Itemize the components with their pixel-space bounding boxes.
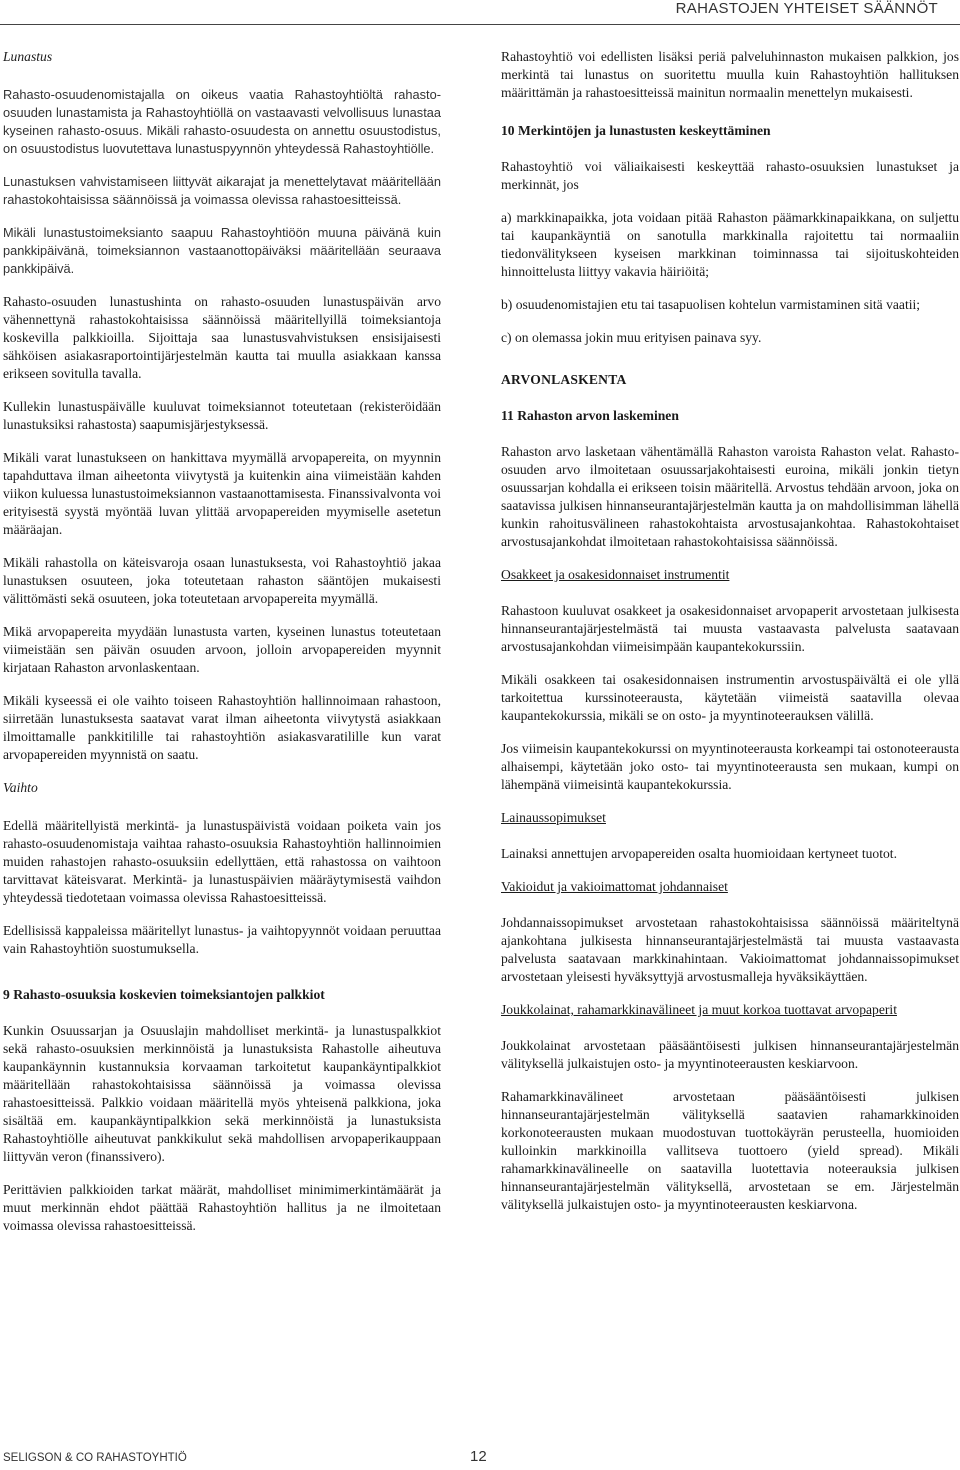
paragraph: Joukkolainat arvostetaan pääsääntöisesti julkisen hinnanseurantajärjestelmän välityksellä julkaistujen osto- ja myyntinoteerausten keskiarvoon. [501, 1038, 959, 1071]
paragraph: Jos viimeisin kaupantekokurssi on myyntinoteerausta korkeampi tai ostonoteerausta alhaisempi, käytetään joko osto- tai myyntinoteerausta sen mukaan, kumpi on lähempänä viimeisintä kaupantekokurssia. [501, 741, 959, 792]
paragraph: Mikä arvopapereita myydään lunastusta varten, kyseinen lunastus toteutetaan viimeistään sen päivän osuuden arvoon, jolloin arvopapereiden myynnit kirjataan Rahaston arvonlaskentaan. [3, 624, 441, 675]
document-header-title: RAHASTOJEN YHTEISET SÄÄNNÖT [675, 0, 938, 17]
paragraph: Kullekin lunastuspäivälle kuuluvat toimeksiannot toteutetaan (rekisteröidään lunastuksiksi rahastosta) saapumisjärjestyksessä. [3, 399, 441, 432]
paragraph: Rahasto-osuuden lunastushinta on rahasto-osuuden lunastuspäivän arvo vähennettynä rahastokohtaisissa säännöissä määritellyillä toimeksiantoja koskevilla palkkioilla. Sijoittaja saa lunastusvahvistuksen ensisijaisesti sähköisen asiakasraportointijärjestelmän kautta tai muulla asiakkaan kanssa erikseen sovitulla tavalla. [3, 294, 441, 381]
paragraph: Edellisissä kappaleissa määritellyt lunastus- ja vaihtopyynnöt voidaan peruuttaa vain Rahastoyhtiön suostumuksella. [3, 923, 441, 956]
paragraph: Rahasto-osuudenomistajalla on oikeus vaatia Rahastoyhtiöltä rahasto-osuuden lunastamista ja Rahastoyhtiöllä on vastaavasti velvollisuus lunastaa kyseinen rahasto-osuus. Mikäli rahasto-osuudesta on annettu osuustodistus, on osuustodistus luovutettava lunastuspyynnön yhteydessä Rahastoyhtiölle. [3, 87, 441, 156]
osakkeet-heading: Osakkeet ja osakesidonnaiset instrumentit [501, 567, 730, 582]
vaihto-heading: Vaihto [3, 780, 38, 795]
paragraph: Kunkin Osuussarjan ja Osuuslajin mahdolliset merkintä- ja lunastuspalkkiot sekä rahasto-osuuksien merkinnöistä ja lunastuksista Rahastolle aiheutuva kaupankäynnin kustannuksia korvaaman tarkoitetut kaupankäyntipalkkiot määritellään rahastokohtaisissa säännöissä ja voimassa olevissa rahastoesitteissä. Palkkio voidaan määritellä myös yhteisenä palkkiona, joka sisältää em. kaupankäyntipalkkion sekä merkinnöistä ja lunastuksista Rahastoyhtiölle aiheutuvat pankkikulut sekä mahdollisen arvopaperikauppaan liittyvän veron (finanssivero). [3, 1023, 441, 1164]
footer-company: SELIGSON & CO RAHASTOYHTIÖ [3, 1452, 187, 1464]
page-number: 12 [470, 1448, 487, 1465]
paragraph: Mikäli varat lunastukseen on hankittava myymällä arvopapereita, on myynnin tapahduttava ilman aiheetonta viivytystä ja kuitenkin aina viimeistään kahden viikon kuluessa lunastustoimeksiannon vastaanottamisesta. Finanssivalvonta voi erityisestä syystä myöntää luvan ylittää arvopapereiden myymiselle asetetun määräajan. [3, 450, 441, 537]
paragraph: Rahastoon kuuluvat osakkeet ja osakesidonnaiset arvopaperit arvostetaan julkisesta hinnanseurantajärjestelmästä tai muusta vastaavasta palvelusta saatavaan arvostusajankohdan viimeisimpään kaupantekokurssiin. [501, 603, 959, 654]
paragraph: Rahamarkkinavälineet arvostetaan pääsääntöisesti julkisen hinnanseurantajärjestelmän välityksellä saatavien rahamarkkinoiden korkonoteerausten mukaan muodostuvan tuottokäyrän perusteella, huomioiden kulloinkin markkinoilla vallitseva tuottoero (yield spread). Mikäli rahamarkkinavälineelle on saatavilla luotettavia noteerauksia julkisen hinnanseurantajärjestelmän välityksellä, arvostetaan se em. Järjestelmän välityksellä julkaistujen osto- ja myyntinoteerausten keskiarvona. [501, 1089, 959, 1212]
paragraph: Lunastuksen vahvistamiseen liittyvät aikarajat ja menettelytavat määritellään rahastokohtaisissa säännöissä ja voimassa olevissa rahastoesitteissä. [3, 174, 441, 207]
paragraph: Mikäli rahastolla on käteisvaroja osaan lunastuksesta, voi Rahastoyhtiö jakaa lunastuksen osuuteen, joka toteutetaan rahaston sääntöjen mukaisesti välittömästi sekä osuuteen, joka toteutetaan arvopapereita myymällä. [3, 555, 441, 606]
joukkolainat-heading: Joukkolainat, rahamarkkinavälineet ja muut korkoa tuottavat arvopaperit [501, 1002, 897, 1017]
lainaus-heading: Lainaussopimukset [501, 810, 606, 825]
paragraph: Perittävien palkkioiden tarkat määrät, mahdolliset minimimerkintämäärät ja muut merkinnän ehdot päättää Rahastoyhtiön hallitus ja ne ilmoitetaan voimassa olevissa rahastoesitteissä. [3, 1182, 441, 1233]
paragraph: Rahaston arvo lasketaan vähentämällä Rahaston varoista Rahaston velat. Rahasto-osuuden arvo ilmoitetaan osuussarjakohtaisesti euroina, mikäli jonkin tietyn osuussarjan kohdalla ei erikseen toisin määritellä. Arvostus tehdään arvoon, joka on saatavissa julkisen hinnanseurantajärjestelmän kautta ja on mahdollisimman lähellä kunkin rahoitusvälineen rahastokohtaista arvostusajankohtaa. Rahastokohtaiset arvostusajankohdat ilmoitetaan rahastokohtaisissa säännöissä. [501, 444, 959, 549]
lunastus-heading: Lunastus [3, 49, 53, 64]
section-11-heading: 11 Rahaston arvon laskeminen [501, 408, 679, 423]
left-column [3, 48, 441, 1250]
list-item: b) osuudenomistajien etu tai tasapuolisen kohtelun varmistaminen sitä vaatii; [501, 297, 921, 312]
johdannaiset-heading: Vakioidut ja vakioimattomat johdannaiset [501, 879, 728, 894]
paragraph: Johdannaissopimukset arvostetaan rahastokohtaisissa säännöissä määriteltynä ajankohtana julkisesta hinnanseurantajärjestelmästä tai muusta vastaavasta palvelusta saatavaan markkinahintaan. Vakioimattomat johdannaissopimukset arvostetaan yleisesti hyväksyttyjä arvostusmalleja hyväksikäyttäen. [501, 915, 959, 984]
paragraph: Mikäli kyseessä ei ole vaihto toiseen Rahastoyhtiön hallinnoimaan rahastoon, siirretään lunastuksesta saatavat varat ilman aiheetonta viivytystä asiakkaan ilmoittamalle pankkitilille tai rahastoyhtiön asiakasvaratilille kun varat arvopapereiden myynnistä on saatu. [3, 693, 441, 762]
paragraph: Rahastoyhtiö voi väliaikaisesti keskeyttää rahasto-osuuksien lunastukset ja merkinnät, jos [501, 159, 959, 192]
section-10-heading: 10 Merkintöjen ja lunastusten keskeyttäminen [501, 123, 771, 138]
list-item: c) on olemassa jokin muu erityisen painava syy. [501, 330, 762, 345]
section-9-heading: 9 Rahasto-osuuksia koskevien toimeksiantojen palkkiot [3, 987, 325, 1002]
paragraph: Mikäli lunastustoimeksianto saapuu Rahastoyhtiöön muuna päivänä kuin pankkipäivänä, toimeksiannon vastaanottopäiväksi määritellään seuraava pankkipäivä. [3, 225, 441, 276]
right-column [501, 48, 959, 1229]
paragraph: Rahastoyhtiö voi edellisten lisäksi periä palveluhinnaston mukaisen palkkion, jos merkintä tai lunastus on suoritettu muulla kuin Rahastoyhtiön hallituksen määrittämän ja rahastoesitteissä mainitun normaalin menettelyn mukaisesti. [501, 49, 959, 100]
paragraph: Edellä määritellyistä merkintä- ja lunastuspäivistä voidaan poiketa vain jos rahasto-osuudenomistaja vaihtaa rahasto-osuuksia Rahastoyhtiön hallinnoimien muiden rahastojen rahasto-osuuksiin edellyttäen, että rahastossa on vaihtoon tarvittavat käteisvarat. Merkintä- ja lunastuspäivien määräytymisestä vaihdon yhteydessä tiedotetaan voimassa olevissa Rahastoesitteissä. [3, 818, 441, 905]
paragraph: Lainaksi annettujen arvopapereiden osalta huomioidaan kertyneet tuotot. [501, 846, 897, 861]
arvonlaskenta-heading: ARVONLASKENTA [501, 372, 627, 387]
header-rule [0, 24, 960, 25]
paragraph: Mikäli osakkeen tai osakesidonnaisen instrumentin arvostuspäivältä ei ole yllä tarkoitettua kurssinoteerausta, käytetään viimeistä saatavilla olevaa kaupantekokurssia, mikäli se on osto- ja myyntinoteerauksen välillä. [501, 672, 959, 723]
list-item: a) markkinapaikka, jota voidaan pitää Rahaston päämarkkinapaikkana, on suljettu tai kaupankäyntiä on sanotulla markkinalla rajoitettu tai normaaliin tiedonvälitykseen kyseisen markkinan toiminnassa tai sijoituskohteiden hinnoittelusta liittyy vakavia häiriöitä; [501, 210, 959, 279]
